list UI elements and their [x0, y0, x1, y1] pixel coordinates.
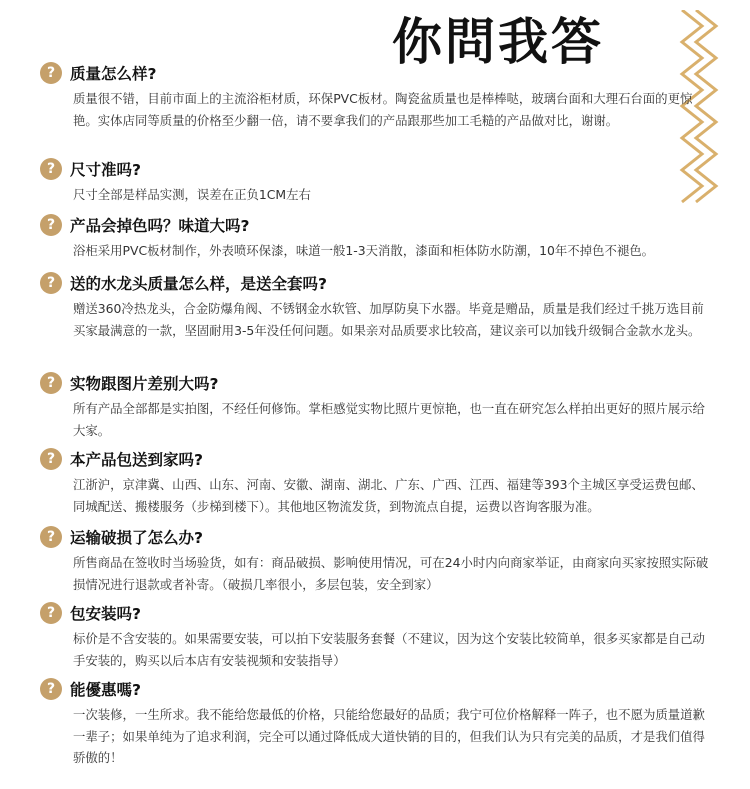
faq-item-installation [40, 600, 710, 671]
faq-question: 本产品包送到家吗? [70, 451, 203, 469]
faq-answer: 一次装修，一生所求。我不能给您最低的价格，只能给您最好的品质；我宁可位价格解释一阵子，也不愿为质量道歉一辈子；如果单纯为了追求利润，完全可以通过降低成大道快销的目的，但我们认为只有完美的品质，才是我们值得骄傲的！ [73, 707, 705, 765]
faq-answer: 赠送360冷热龙头，合金防爆角阀、不锈钢金水软管、加厚防臭下水器。毕竟是赠品，质量是我们经过千挑万选目前买家最满意的一款，坚固耐用3-5年没任何问题。如果亲对品质要求比较高，建议亲可以加钱升级铜合金款水龙头。 [73, 301, 704, 338]
question-icon: ? [40, 272, 62, 294]
question-icon: ? [40, 158, 62, 180]
page-title: 你問我答 [392, 12, 604, 71]
faq-question: 产品会掉色吗？味道大吗? [70, 217, 250, 235]
question-icon: ? [40, 62, 62, 84]
faq-answer: 江浙沪，京津冀、山西、山东、河南、安徽、湖南、湖北、广东、广西、江西、福建等393个主城区享受运费包邮、同城配送、搬楼服务（步梯到楼下）。其他地区物流发货，到物流点自提，运费以咨询客服为准。 [73, 477, 704, 514]
faq-answer: 浴柜采用PVC板材制作，外表喷环保漆，味道一般1-3天消散，漆面和柜体防水防潮，10年不掉色不褪色。 [73, 243, 655, 258]
faq-answer: 尺寸全部是样品实测，误差在正负1CM左右 [73, 187, 311, 202]
faq-question: 质量怎么样? [70, 65, 157, 83]
faq-item-size [40, 156, 710, 206]
faq-item-discount [40, 676, 710, 769]
question-icon: ? [40, 448, 62, 470]
faq-question: 运输破损了怎么办? [70, 529, 203, 547]
question-icon: ? [40, 526, 62, 548]
faq-answer: 所售商品在签收时当场验货，如有：商品破损、影响使用情况，可在24小时内向商家举证，由商家向买家按照实际破损情况进行退款或者补寄。（破损几率很小，多层包装，安全到家） [73, 555, 709, 592]
faq-item-photos [40, 370, 710, 441]
faq-question: 送的水龙头质量怎么样，是送全套吗? [70, 275, 327, 293]
faq-answer: 所有产品全部都是实拍图，不经任何修饰。掌柜感觉实物比照片更惊艳，也一直在研究怎么样拍出更好的照片展示给大家。 [73, 401, 705, 438]
question-icon: ? [40, 602, 62, 624]
faq-question: 尺寸准吗? [70, 161, 141, 179]
faq-question: 实物跟图片差别大吗? [70, 375, 219, 393]
faq-item-delivery [40, 446, 710, 517]
faq-question: 包安装吗? [70, 605, 141, 623]
faq-question: 能優惠嗎? [70, 681, 141, 699]
question-icon: ? [40, 372, 62, 394]
faq-answer: 质量很不错，目前市面上的主流浴柜材质，环保PVC板材。陶瓷盆质量也是棒棒哒，玻璃台面和大理石台面的更惊艳。实体店同等质量的价格至少翻一倍，请不要拿我们的产品跟那些加工毛糙的产品做对比，谢谢。 [73, 91, 693, 128]
faq-item-fading [40, 212, 710, 262]
faq-answer: 标价是不含安装的。如果需要安装，可以拍下安装服务套餐（不建议，因为这个安装比较简单，很多买家都是自己动手安装的，购买以后本店有安装视频和安装指导） [73, 631, 705, 668]
faq-item-quality [40, 60, 710, 131]
faq-item-faucet [40, 270, 710, 341]
question-icon: ? [40, 214, 62, 236]
faq-item-damage [40, 524, 710, 595]
question-icon: ? [40, 678, 62, 700]
